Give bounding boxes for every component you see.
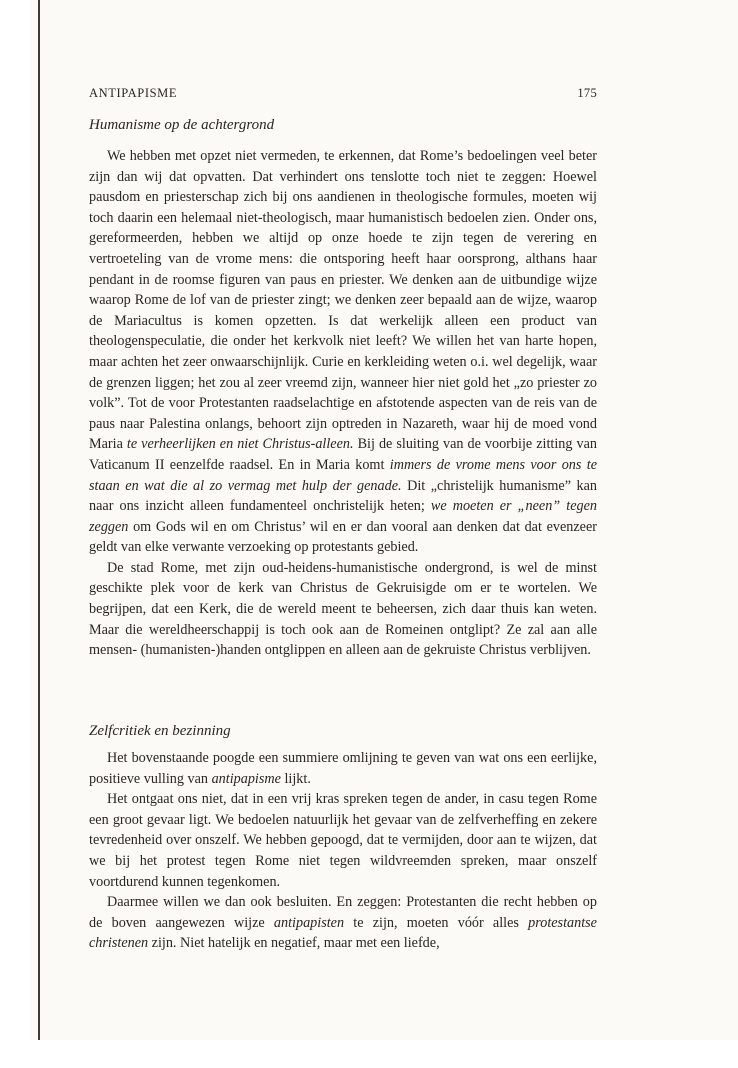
text-run: Het bovenstaande poogde een summiere omlijning te geven van wat ons een eerlijke, positieve vulling van	[89, 750, 597, 787]
emphasis-text: protestantse christenen	[89, 914, 597, 952]
section-body-zelfcritiek	[89, 748, 597, 954]
text-run: lijkt.	[280, 770, 311, 787]
text-run: Dit „christelijk humanisme” kan naar ons inzicht alleen fundamenteel onchristelijk heten;	[89, 477, 597, 515]
paragraph: De stad Rome, met zijn oud-heidens-humanistische ondergrond, is wel de minst geschikte plek voor de kerk van Christus de Gekruisigde om er te wortelen. We begrijpen, dat een Kerk, die de wereld meent te beheersen, zich daar thuis kan weten. Maar die wereldheerschappij is toch ook aan de Romeinen ontglipt? Ze zal aan alle mensen- (humanisten-)handen ontglippen en alleen aan de gekruiste Christus verblijven.	[89, 559, 597, 659]
emphasis-text: antipapisme	[211, 770, 281, 787]
page-number: 175	[577, 86, 597, 100]
running-header	[89, 86, 597, 101]
emphasis-text: immers de vrome mens voor ons te staan en wat die al zo vermag met hulp der genade.	[89, 456, 598, 494]
text-run: We hebben met opzet niet vermeden, te erkennen, dat Rome’s bedoelingen veel beter zijn dan wij dat opvatten. Dat verhindert ons tenslotte toch niet te zeggen: Hoewel pausdom en priesterschap zich bij ons aandienen in theologische formules, moeten wij toch daarin een helemaal niet-theologisch, maar humanistisch bedoelen zien. Onder ons, gereformeerden, hebben we altijd op onze hoede te zijn tegen de verering en vertroeteling van de vrome mens: die ontsporing heeft haar oorsprong, althans haar pendant in de roomse figuren van paus en priester. We denken aan de uitbundige wijze waarop Rome de lof van de priester zingt; we denken zeer bepaald aan de wijze, waarop de Mariacultus is komen opzetten. Is dat werkelijk alleen een product van theologenspeculatie, die onder het kerkvolk niet leeft? We willen het van harte hopen, maar achten het zeer onwaarschijnlijk. Curie en kerkleiding weten o.i. wel degelijk, waar de grenzen liggen; het zou al zeer vreemd zijn, wanneer hier niet gold het „zo priester zo volk”. Tot de voor Protestanten raadselachtige en afstotende aspecten van de reis van de paus naar Palestina onlangs, behoort zijn optreden in Nazareth, waar hij de moed vond Maria	[89, 148, 597, 453]
paragraph	[89, 146, 597, 558]
emphasis-text: we moeten er „neen” tegen zeggen	[89, 498, 597, 535]
text-run: om Gods wil en om Christus’ wil en er dan vooral aan denken dat dat evenzeer geldt van elke verwante verzoeking op protestants gebied.	[89, 518, 597, 556]
section-heading-humanisme: Humanisme op de achtergrond	[89, 117, 275, 133]
emphasis-text: te verheerlijken en niet Christus-alleen.	[126, 436, 354, 453]
text-run: Bij de sluiting van de voorbije zitting van Vaticanum II eenzelfde raadsel. En in Maria komt	[89, 436, 597, 473]
paragraph	[89, 892, 597, 954]
binding-edge-line	[38, 0, 40, 1040]
text-run: te zijn, moeten vóór alles	[344, 914, 529, 931]
section-body-humanisme	[89, 146, 597, 661]
running-title: ANTIPAPISME	[89, 86, 178, 100]
section-heading-zelfcritiek: Zelfcritiek en bezinning	[89, 723, 231, 739]
emphasis-text: antipapisten	[273, 914, 345, 931]
paragraph: Het ontgaat ons niet, dat in een vrij kras spreken tegen de ander, in casu tegen Rome een groot gevaar ligt. We bedoelen natuurlijk het gevaar van de zelfverheffing en zekere tevredenheid over onszelf. We hebben gepoogd, dat te vermijden, door aan te wijzen, dat we bij het protest tegen Rome niet tegen wildvreemden spreken, maar onszelf voortdurend kunnen tegenkomen.	[89, 791, 597, 890]
text-run: Daarmee willen we dan ook besluiten. En zeggen: Protestanten die recht hebben op de boven aangewezen wijze	[89, 894, 597, 931]
paragraph	[89, 748, 597, 789]
text-run: zijn. Niet hatelijk en negatief, maar met een liefde,	[148, 935, 440, 952]
